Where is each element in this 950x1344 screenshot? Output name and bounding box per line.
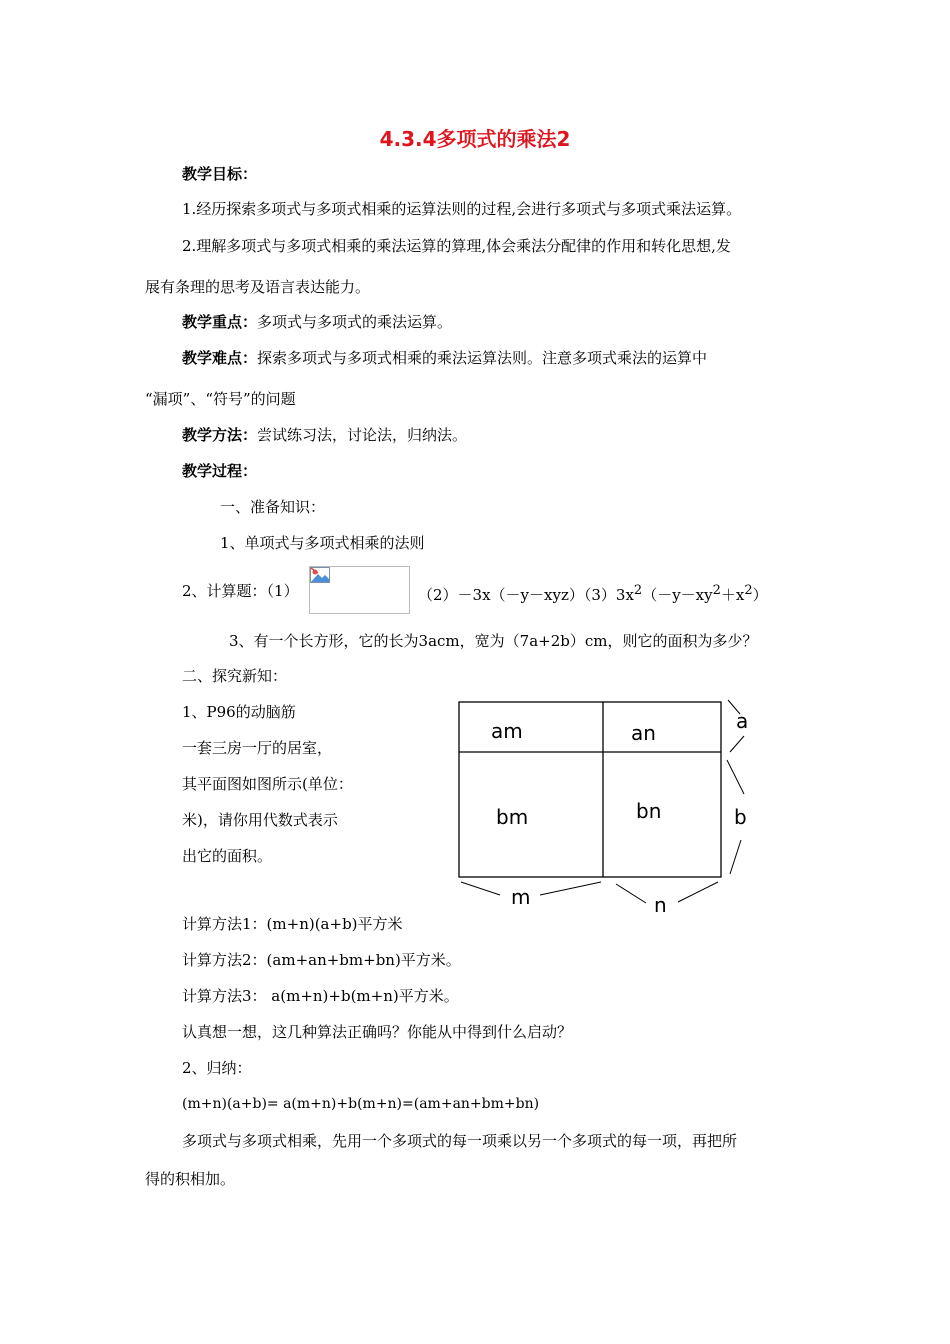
side-label-a: a: [736, 709, 749, 733]
key-point: [182, 312, 452, 332]
key-point-text: 多项式与多项式的乘法运算。: [257, 313, 453, 331]
cell-am: am: [491, 719, 523, 743]
side-label-b: b: [734, 805, 747, 829]
brace-m-left: [461, 882, 500, 895]
prep-item-2-rest: [418, 581, 768, 605]
summary-heading: 2、归纳：: [182, 1059, 252, 1077]
brace-m-right: [540, 882, 601, 895]
brace-b-bottom: [730, 840, 741, 874]
brace-a-bottom: [730, 736, 744, 752]
calc-close: ）: [752, 586, 768, 604]
brace-n-right: [678, 882, 718, 902]
objectives-heading: 教学目标：: [182, 165, 258, 183]
rule-line1: 多项式与多项式相乘，先用一个多项式的每一项乘以另一个多项式的每一项，再把所: [182, 1132, 738, 1150]
method-label: 教学方法：: [182, 426, 258, 444]
prep-heading: 一、准备知识：: [220, 498, 326, 516]
explore-heading: 二、探究新知：: [182, 667, 288, 685]
difficulty-text-line2: “漏项”、“符号”的问题: [145, 390, 296, 408]
bottom-label-n: n: [654, 893, 667, 917]
teaching-method: [182, 425, 467, 445]
objective-2-line2: 展有条理的思考及语言表达能力。: [145, 278, 371, 296]
cell-an: an: [631, 721, 656, 745]
method-text: 尝试练习法，讨论法，归纳法。: [257, 426, 468, 444]
broken-image-icon: [310, 567, 330, 583]
brace-n-left: [616, 884, 646, 903]
bottom-label-m: m: [511, 885, 531, 909]
explore-p-line1: 1、P96的动脑筋: [182, 703, 296, 721]
think-question: 认真想一想，这几种算法正确吗？你能从中得到什么启动？: [182, 1023, 573, 1041]
page-title: 4.3.4多项式的乘法2: [379, 127, 571, 151]
rule-line2: 得的积相加。: [145, 1170, 236, 1188]
cell-bn: bn: [636, 799, 662, 823]
cell-bm: bm: [496, 805, 529, 829]
calc-part-3b: ＋x: [720, 586, 745, 604]
exponent: 2: [712, 583, 721, 598]
prep-item-3: 3、有一个长方形，它的长为3acm，宽为（7a+2b）cm，则它的面积为多少？: [229, 632, 758, 650]
floor-plan-diagram: [440, 690, 780, 920]
calc-part-2: （2）－3x（－y－xyz）（3）3x: [418, 586, 634, 604]
prep-item-2-prefix: 2、计算题：（1）: [182, 582, 299, 600]
objective-1: 1.经历探索多项式与多项式相乘的运算法则的过程,会进行多项式与多项式乘法运算。: [182, 200, 742, 218]
key-point-label: 教学重点：: [182, 313, 258, 331]
explore-p-line4: 米)，请你用代数式表示: [182, 811, 338, 829]
explore-p-line2: 一套三房一厅的居室，: [182, 739, 333, 757]
exponent: 2: [633, 583, 643, 598]
process-heading: 教学过程：: [182, 462, 258, 480]
summary-formula: (m+n)(a+b)= a(m+n)+b(m+n)=(am+an+bm+bn): [182, 1096, 540, 1112]
explore-p-line3: 其平面图如图所示(单位：: [182, 775, 353, 793]
exponent: 2: [744, 583, 753, 598]
prep-item-1: 1、单项式与多项式相乘的法则: [220, 534, 425, 552]
calc-method-2: 计算方法2：(am+an+bm+bn)平方米。: [182, 951, 461, 969]
difficulty: [182, 348, 707, 368]
calc-method-1: 计算方法1：(m+n)(a+b)平方米: [182, 915, 403, 933]
brace-b-top: [727, 760, 744, 794]
calc-method-3: 计算方法3： a(m+n)+b(m+n)平方米。: [182, 987, 459, 1005]
calc-part-3a: （－y－xy: [642, 586, 713, 604]
explore-p-line5: 出它的面积。: [182, 847, 273, 865]
objective-2-line1: 2.理解多项式与多项式相乘的乘法运算的算理,体会乘法分配律的作用和转化思想,发: [182, 237, 731, 255]
difficulty-text-line1: 探索多项式与多项式相乘的乘法运算法则。注意多项式乘法的运算中: [257, 349, 708, 367]
difficulty-label: 教学难点：: [182, 349, 258, 367]
